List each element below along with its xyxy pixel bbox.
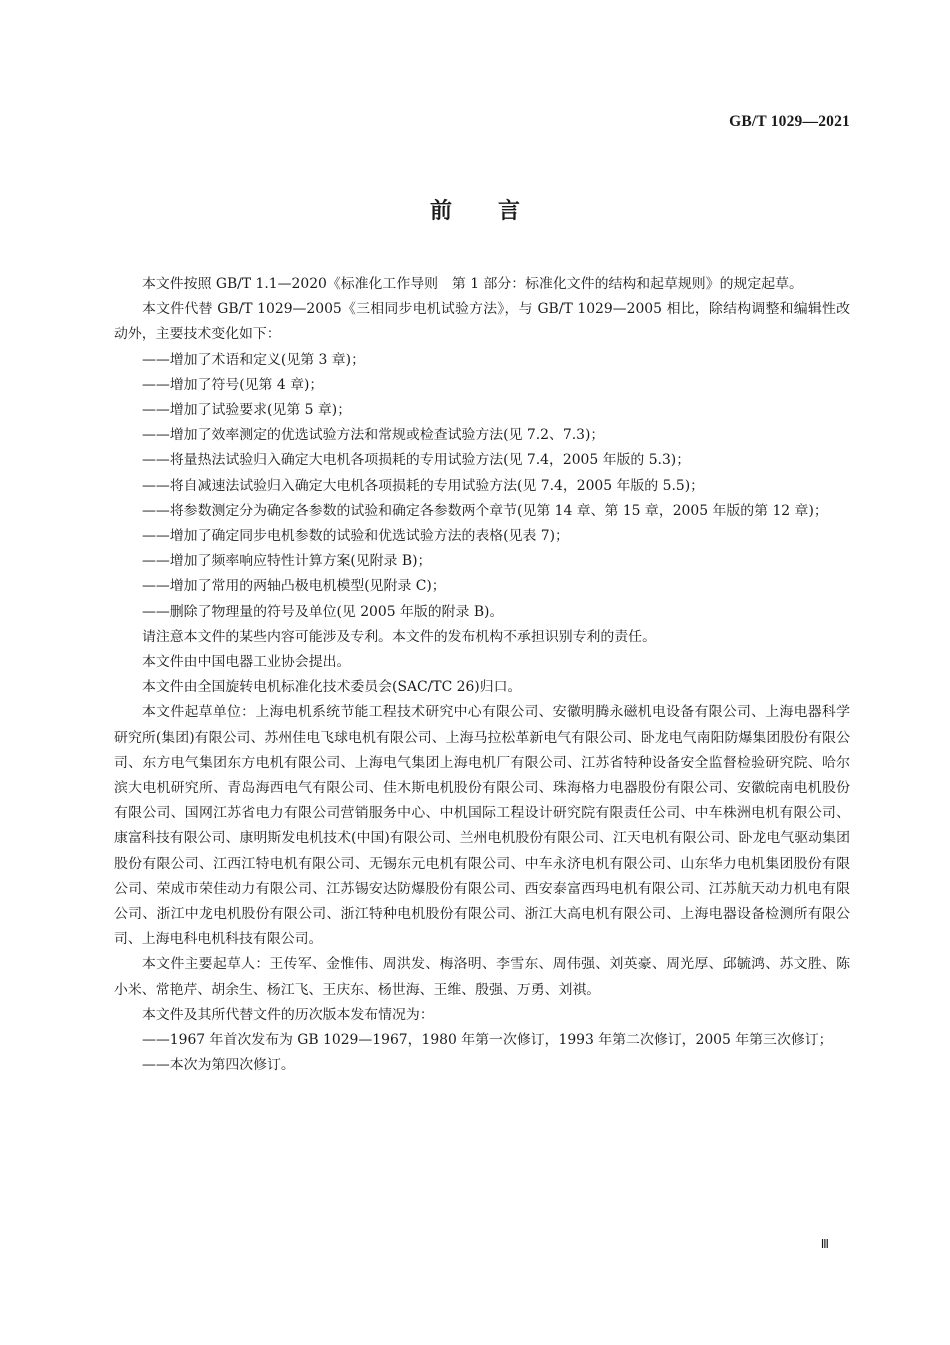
page-title: 前言 bbox=[429, 199, 566, 224]
history-item: ——本次为第四次修订。 bbox=[142, 1057, 295, 1074]
paragraph: 本文件代替 GB/T 1029—2005《三相同步电机试验方法》，与 GB/T 1029—2005 相比，除结构调整和编辑性改动外，主要技术变化如下： bbox=[114, 301, 850, 343]
history-item: ——1967 年首次发布为 GB 1029—1967，1980 年第一次修订，1993 年第二次修订，2005 年第三次修订； bbox=[142, 1032, 833, 1049]
patent-notice: 请注意本文件的某些内容可能涉及专利。本文件的发布机构不承担识别专利的责任。 bbox=[142, 628, 656, 645]
change-item: ——增加了术语和定义(见第 3 章)； bbox=[142, 351, 365, 368]
change-item: ——将量热法试验归入确定大电机各项损耗的专用试验方法(见 7.4，2005 年版的 5.3)； bbox=[142, 452, 691, 469]
change-item: ——将自减速法试验归入确定大电机各项损耗的专用试验方法(见 7.4，2005 年版的 5.5)； bbox=[142, 477, 705, 494]
change-item: ——将参数测定分为确定各参数的试验和确定各参数两个章节(见第 14 章、第 15 章，2005 年版的第 12 章)； bbox=[142, 502, 828, 519]
change-item: ——增加了确定同步电机参数的试验和优选试验方法的表格(见表 7)； bbox=[142, 528, 569, 545]
paragraph: 本文件按照 GB/T 1.1—2020《标准化工作导则 第 1 部分：标准化文件的结构和起草规则》的规定起草。 bbox=[142, 276, 803, 292]
change-item: ——增加了符号(见第 4 章)； bbox=[142, 376, 324, 393]
standard-code: GB/T 1029—2021 bbox=[729, 113, 850, 130]
drafters-paragraph: 本文件主要起草人：王传军、金惟伟、周洪发、梅洛明、李雪东、周伟强、刘英豪、周光厚、邱毓鸿、苏文胜、陈小米、常艳芹、胡余生、杨江飞、王庆东、杨世海、王维、殷强、万勇、刘祺。 bbox=[114, 956, 850, 998]
proposer-paragraph: 本文件由中国电器工业协会提出。 bbox=[142, 654, 351, 671]
change-item: ——增加了频率响应特性计算方案(见附录 B)； bbox=[142, 553, 432, 570]
change-item: ——增加了常用的两轴凸极电机模型(见附录 C)； bbox=[142, 578, 446, 595]
body-text bbox=[114, 272, 850, 1079]
change-item: ——增加了效率测定的优选试验方法和常规或检查试验方法(见 7.2、7.3)； bbox=[142, 427, 605, 444]
change-item: ——删除了物理量的符号及单位(见 2005 年版的附录 B)。 bbox=[142, 603, 504, 620]
history-intro: 本文件及其所代替文件的历次版本发布情况为： bbox=[142, 1006, 434, 1023]
committee-paragraph: 本文件由全国旋转电机标准化技术委员会(SAC/TC 26)归口。 bbox=[142, 679, 522, 696]
change-item: ——增加了试验要求(见第 5 章)； bbox=[142, 402, 352, 419]
page-number: Ⅲ bbox=[820, 1237, 829, 1251]
drafting-units-paragraph: 本文件起草单位：上海电机系统节能工程技术研究中心有限公司、安徽明腾永磁机电设备有限公司、上海电器科学研究所(集团)有限公司、苏州佳电飞球电机有限公司、上海马拉松革新电气有限公司、卧龙电气南阳防爆集团股份有限公司、东方电气集团东方电机有限公司、上海电气集团上海电机厂有限公司、江苏省特种设备安全监督检验研究院、哈尔滨大电机研究所、青岛海西电气有限公司、佳木斯电机股份有限公司、珠海格力电器股份有限公司、安徽皖南电机股份有限公司、国网江苏省电力有限公司营销服务中心、中机国际工程设计研究院有限责任公司、中车株洲电机有限公司、康富科技有限公司、康明斯发电机技术(中国)有限公司、兰州电机股份有限公司、江天电机有限公司、卧龙电气驱动集团股份有限公司、江西江特电机有限公司、无锡东元电机有限公司、中车永济电机有限公司、山东华力电机集团股份有限公司、荣成市荣佳动力有限公司、江苏锡安达防爆股份有限公司、西安泰富西玛电机有限公司、江苏航天动力机电有限公司、浙江中龙电机股份有限公司、浙江特种电机股份有限公司、浙江大高电机有限公司、上海电器设备检测所有限公司、上海电科电机科技有限公司。 bbox=[114, 704, 850, 948]
